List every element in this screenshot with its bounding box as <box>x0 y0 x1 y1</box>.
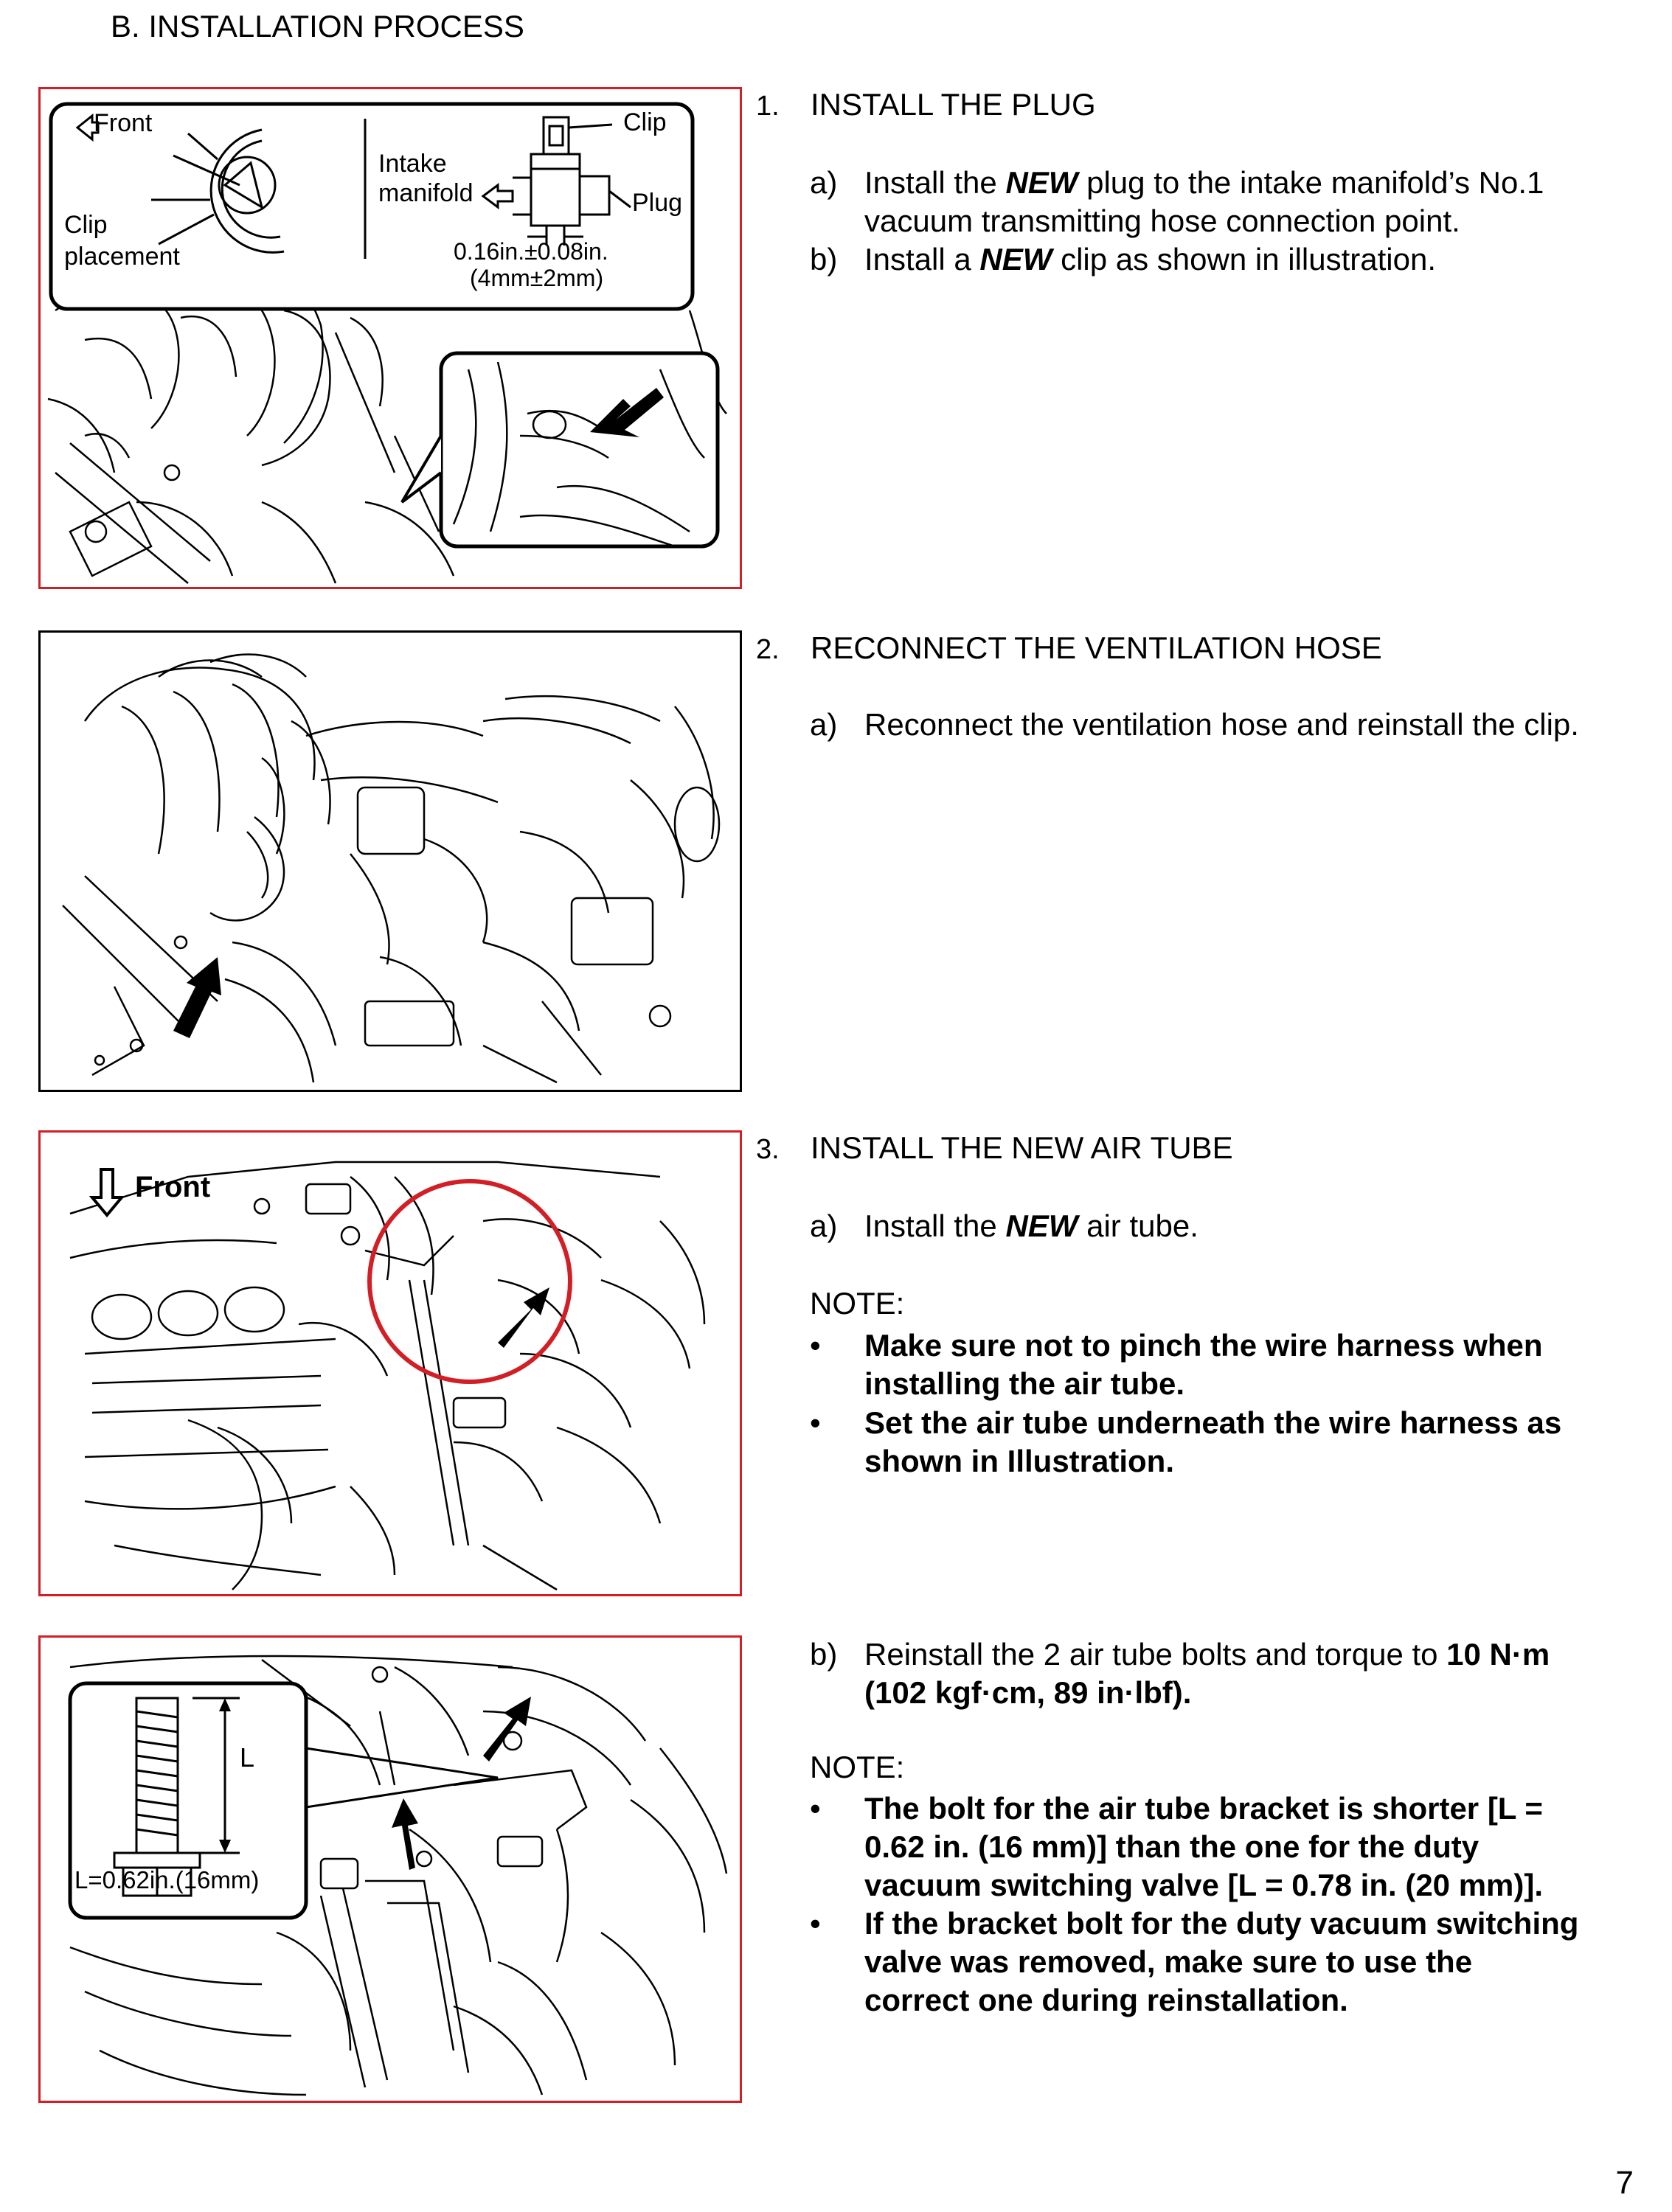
item-text: Reconnect the ventilation hose and reinstall the clip. <box>864 707 1579 742</box>
label-clip: Clip <box>623 108 667 136</box>
step-1-item-a <box>810 164 1651 240</box>
label-dimension-2: (4mm±2mm) <box>470 265 604 291</box>
item-text <box>864 164 1544 240</box>
item-text <box>864 1207 1199 1245</box>
note-line: Make sure not to pinch the wire harness when <box>864 1328 1543 1363</box>
note-line: 0.62 in. (16 mm)] than the one for the duty <box>864 1829 1480 1864</box>
note-line: Set the air tube underneath the wire harness as <box>864 1405 1562 1440</box>
item-marker: a) <box>810 707 838 742</box>
note-line: The bolt for the air tube bracket is shorter [L = <box>864 1791 1543 1826</box>
label-clip-placement-2: placement <box>64 243 180 271</box>
note-text <box>864 1905 1639 2020</box>
step-3b-note-1 <box>810 1790 1658 1905</box>
step-3-note-2 <box>810 1404 1658 1481</box>
step-1-title: INSTALL THE PLUG <box>811 87 1096 122</box>
step-1-heading <box>756 87 1096 122</box>
figure-air-tube-bolts <box>38 1635 742 2103</box>
item-text-after: plug to the intake manifold’s No.1 <box>1078 165 1544 200</box>
step-2-number: 2. <box>756 634 780 665</box>
item-marker: b) <box>810 242 838 276</box>
note-text <box>864 1790 1639 1905</box>
item-text-after: clip as shown in illustration. <box>1052 242 1436 276</box>
note-line: correct one during reinstallation. <box>864 1983 1348 2017</box>
label-intake-2: manifold <box>378 179 473 207</box>
label-dimension-1: 0.16in.±0.08in. <box>454 238 608 265</box>
item-text <box>864 1635 1550 1712</box>
label-intake-1: Intake <box>378 150 447 178</box>
label-l: L <box>240 1742 255 1773</box>
bullet-icon: • <box>810 1906 821 1941</box>
step-3-heading <box>756 1130 1233 1166</box>
item-emphasis: NEW <box>979 242 1052 276</box>
note-text <box>864 1404 1639 1481</box>
step-3b-note-label: NOTE: <box>810 1750 905 1784</box>
label-clip-placement-1: Clip <box>64 211 108 239</box>
step-2-item-a <box>810 706 1658 744</box>
torque-value-alt: (102 kgf·cm, 89 in·lbf). <box>864 1675 1192 1710</box>
figure-ventilation-hose <box>38 630 742 1092</box>
item-text-after: air tube. <box>1078 1208 1199 1243</box>
item-emphasis: NEW <box>1005 1208 1078 1243</box>
step-1-number: 1. <box>756 91 780 122</box>
note-line: valve was removed, make sure to use the <box>864 1944 1473 1979</box>
note-line: If the bracket bolt for the duty vacuum switching <box>864 1906 1579 1941</box>
label-plug: Plug <box>632 189 683 217</box>
step-3-note-1 <box>810 1326 1658 1403</box>
item-text-before: Install the <box>864 165 1006 200</box>
bullet-icon: • <box>810 1791 821 1826</box>
step-3-number: 3. <box>756 1134 780 1165</box>
step-3-title: INSTALL THE NEW AIR TUBE <box>811 1130 1233 1165</box>
step-3-item-b <box>810 1635 1658 1712</box>
item-marker: a) <box>810 165 838 200</box>
figure-air-tube <box>38 1130 742 1596</box>
step-3-item-a <box>810 1207 1651 1245</box>
page-number: 7 <box>1615 2165 1634 2201</box>
label-front: Front <box>135 1171 211 1203</box>
label-bolt-length: L=0.62in.(16mm) <box>74 1866 260 1893</box>
note-line: vacuum switching valve [L = 0.78 in. (20 mm)]. <box>864 1868 1544 1902</box>
item-emphasis: NEW <box>1005 165 1078 200</box>
item-text-before: Install the <box>864 1208 1006 1243</box>
ventilation-hose-illustration <box>41 633 740 1090</box>
bullet-icon: • <box>810 1328 821 1363</box>
note-text <box>864 1326 1639 1403</box>
item-marker: a) <box>810 1208 838 1243</box>
section-title: B. INSTALLATION PROCESS <box>111 9 524 44</box>
item-text-before: Install a <box>864 242 980 276</box>
step-3b-note-2 <box>810 1905 1658 2020</box>
step-3-note-label: NOTE: <box>810 1286 905 1321</box>
item-text <box>864 240 1436 279</box>
torque-value: 10 N·m <box>1446 1637 1550 1672</box>
label-front: Front <box>94 109 153 137</box>
item-text-line2: vacuum transmitting hose connection point. <box>864 204 1460 238</box>
step-2-heading <box>756 630 1382 666</box>
step-1-item-b <box>810 240 1651 279</box>
item-text-before: Reinstall the 2 air tube bolts and torque to <box>864 1637 1447 1672</box>
note-line: shown in Illustration. <box>864 1444 1174 1478</box>
note-line: installing the air tube. <box>864 1366 1185 1401</box>
bullet-icon: • <box>810 1405 821 1440</box>
figure-install-plug <box>38 87 742 589</box>
item-marker: b) <box>810 1637 838 1672</box>
step-2-title: RECONNECT THE VENTILATION HOSE <box>811 630 1382 665</box>
